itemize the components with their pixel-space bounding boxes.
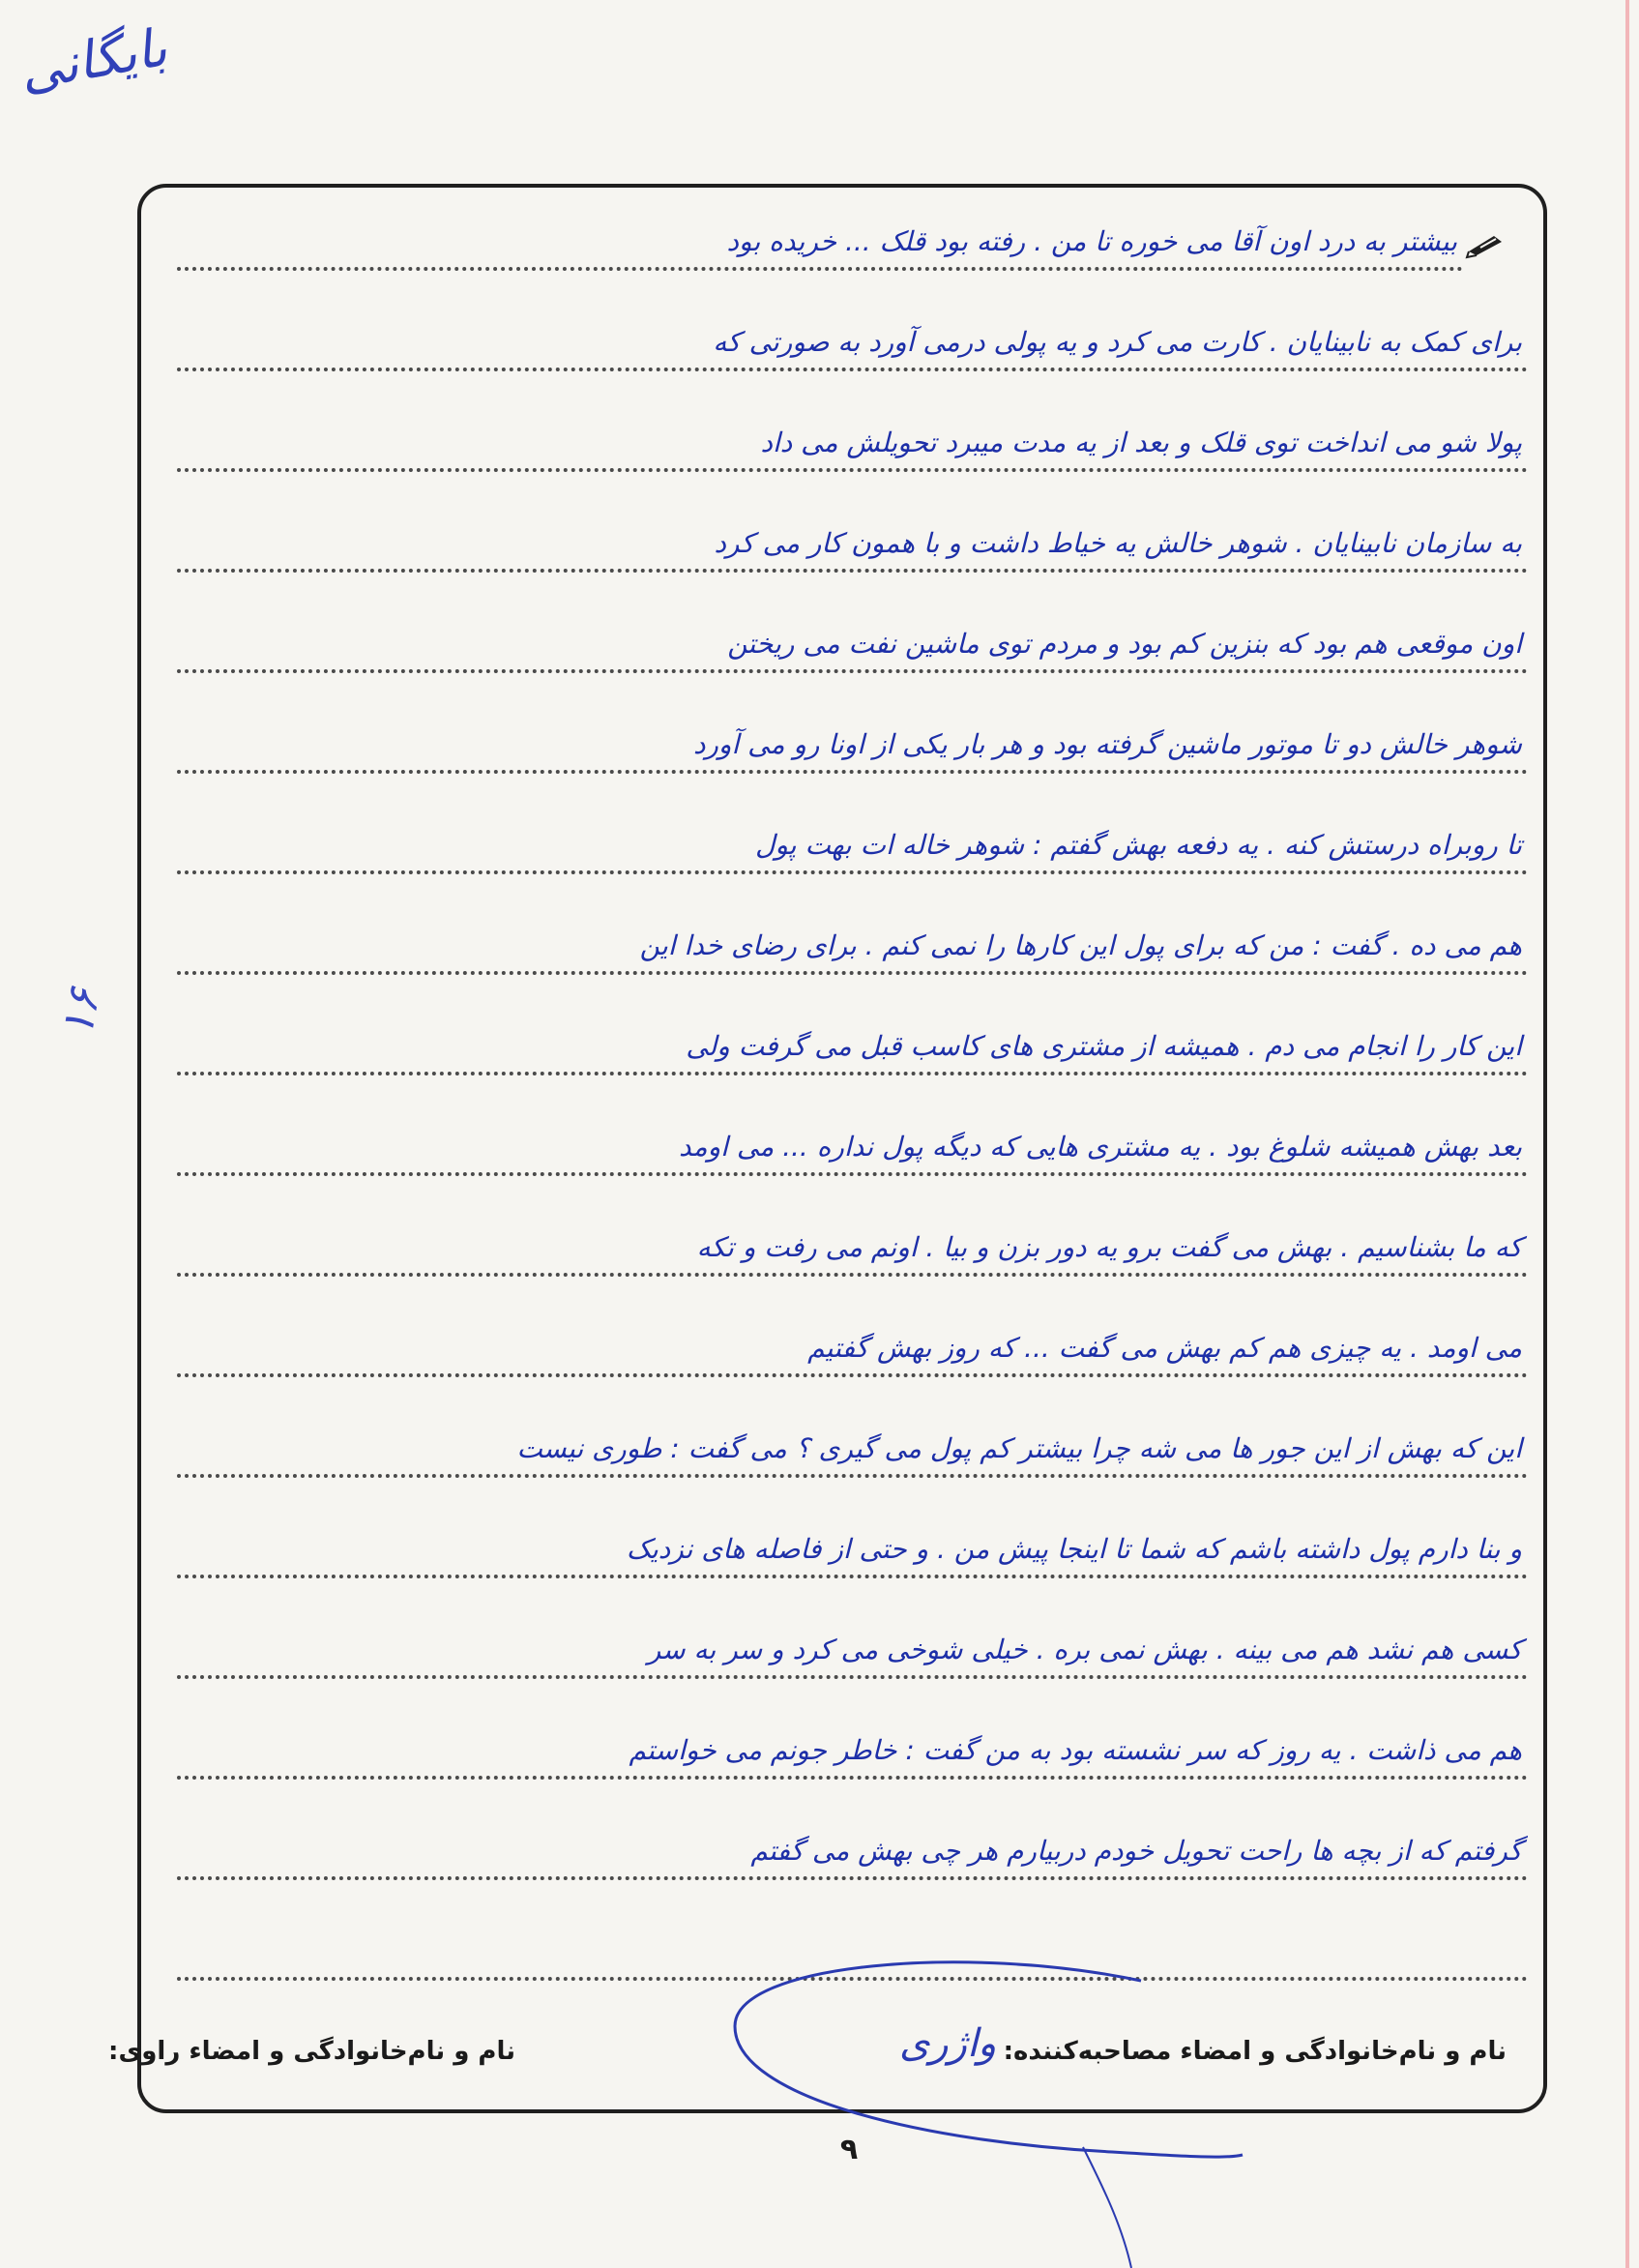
text-line: می اومد . یه چیزی هم کم بهش می گفت ... که روز بهش گفتیم [177, 1277, 1528, 1377]
text-line: پولا شو می انداخت توی قلک و بعد از یه مدت میبرد تحویلش می داد [177, 371, 1528, 472]
interviewer-signature: واژری [899, 2021, 997, 2066]
text-line: این که بهش از این جور ها می شه چرا بیشتر کم پول می گیری ؟ می گفت : طوری نیست [177, 1377, 1528, 1478]
margin-annotation: ۱۶ [49, 984, 110, 1042]
text-line: بیشتر به درد اون آقا می خوره تا من . رفته بود قلک ... خریده بود [177, 170, 1463, 271]
text-line: که ما بشناسیم . بهش می گفت برو یه دور بزن و بیا . اونم می رفت و تکه [177, 1176, 1528, 1277]
page-number: ۹ [839, 2133, 859, 2166]
text-line: تا روبراه درستش کنه . یه دفعه بهش گفتم : شوهر خاله ات بهت پول [177, 774, 1528, 874]
text-line: اون موقعی هم بود که بنزین کم بود و مردم توی ماشین نفت می ریختن [177, 573, 1528, 673]
text-line: برای کمک به نابینایان . کارت می کرد و یه پولی درمی آورد به صورتی که [177, 271, 1528, 371]
text-line: هم می ذاشت . یه روز که سر نشسته بود به من گفت : خاطر جونم می خواستم [177, 1679, 1528, 1780]
text-line: بعد بهش همیشه شلوغ بود . یه مشتری هایی که دیگه پول نداره ... می اومد [177, 1075, 1528, 1176]
text-line: شوهر خالش دو تا موتور ماشین گرفته بود و هر بار یکی از اونا رو می آورد [177, 673, 1528, 774]
text-line: کسی هم نشد هم می بینه . بهش نمی بره . خیلی شوخی می کرد و سر به سر [177, 1578, 1528, 1679]
narrator-signature-label: نام و نام‌خانوادگی و امضاء راوی: [108, 2037, 515, 2066]
corner-annotation: بایگانی [15, 16, 172, 103]
text-line: گرفتم که از بچه ها راحت تحویل خودم دربیارم هر چی بهش می گفتم [177, 1780, 1528, 1880]
text-line: به سازمان نابینایان . شوهر خالش یه خیاط داشت و با همون کار می کرد [177, 472, 1528, 573]
text-line: هم می ده . گفت : من که برای پول این کارها را نمی کنم . برای رضای خدا این [177, 874, 1528, 975]
text-line: این کار را انجام می دم . همیشه از مشتری های کاسب قبل می گرفت ولی [177, 975, 1528, 1075]
text-line: و بنا دارم پول داشته باشم که شما تا اینجا پیش من . و حتی از فاصله های نزدیک [177, 1478, 1528, 1578]
interviewer-signature-label: نام و نام‌خانوادگی و امضاء مصاحبه‌کننده: [1003, 2037, 1507, 2066]
